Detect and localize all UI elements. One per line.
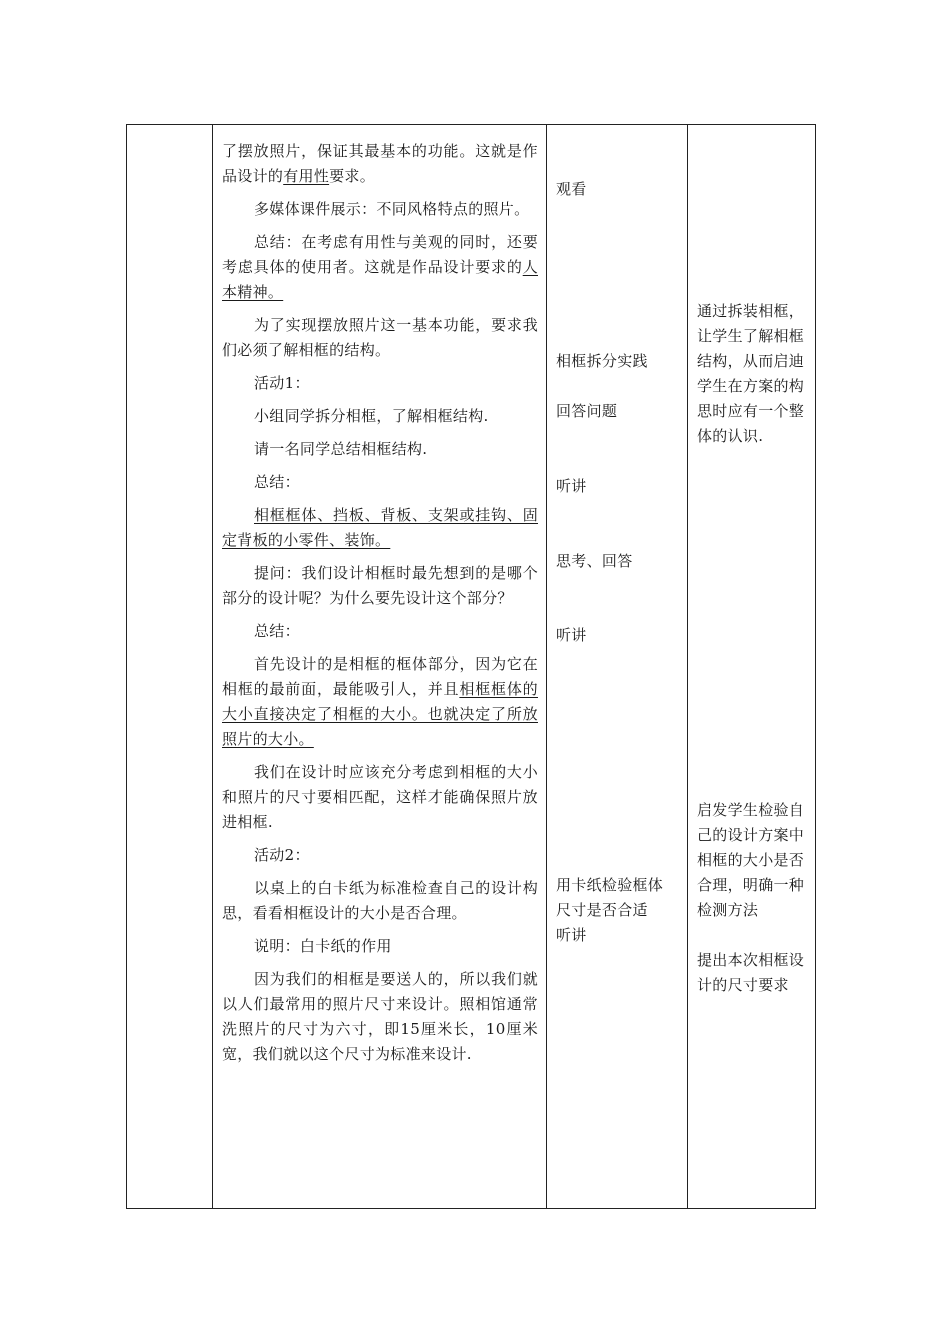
paragraph: 首先设计的是相框的框体部分，因为它在相框的最前面，最能吸引人，并且相框框体的大小直接决定了相框的大小。也就决定了所放照片的大小。 [222,655,538,748]
paragraph: 为了实现摆放照片这一基本功能，要求我们必须了解相框的结构。 [222,316,538,359]
paragraph: 说明：白卡纸的作用 [254,937,392,955]
paragraph: 多媒体课件展示：不同风格特点的照片。 [254,200,530,218]
student-note-disassemble: 相框拆分实践 [556,352,648,370]
student-note-answer: 回答问题 [556,402,618,420]
paragraph: 活动1： [254,374,310,392]
paragraph: 请一名同学总结相框结构. [254,440,428,458]
student-note-think: 思考、回答 [556,552,633,570]
student-note-listen: 听讲 [556,626,587,644]
paragraph: 了摆放照片，保证其最基本的功能。这就是作品设计的有用性要求。 [222,142,538,185]
intent-note: 提出本次相框设计的尺寸要求 [697,951,805,994]
paragraph: 小组同学拆分相框，了解相框结构. [254,407,489,425]
paragraph: 总结：在考虑有用性与美观的同时，还要考虑具体的使用者。这就是作品设计要求的人本精神。 [222,233,538,301]
paragraph: 提问：我们设计相框时最先想到的是哪个部分的设计呢？为什么要先设计这个部分？ [222,564,538,607]
student-note-watch: 观看 [556,180,587,198]
design-intent-cell [687,125,816,1208]
paragraph: 活动2： [254,846,310,864]
lesson-table [126,124,816,1209]
paragraph: 相框框体、挡板、背板、支架或挂钩、固定背板的小零件、装饰。 [222,506,538,549]
intent-note: 启发学生检验自己的设计方案中相框的大小是否合理，明确一种检测方法 [697,801,805,919]
student-note-listen: 听讲 [556,477,587,495]
paragraph: 我们在设计时应该充分考虑到相框的大小和照片的尺寸要相匹配，这样才能确保照片放进相框. [222,763,538,831]
teacher-activity-cell [212,125,546,1208]
student-note-listen: 听讲 [556,926,587,944]
student-activity-cell [546,125,687,1208]
intent-note: 通过拆装相框，让学生了解相框结构，从而启迪学生在方案的构思时应有一个整体的认识. [697,302,805,445]
paragraph: 总结： [254,622,300,640]
paragraph: 因为我们的相框是要送人的，所以我们就以人们最常用的照片尺寸来设计。照相馆通常洗照片的尺寸为六寸，即15厘米长，10厘米宽，我们就以这个尺寸为标准来设计. [222,970,538,1063]
paragraph: 总结： [254,473,300,491]
paragraph: 以桌上的白卡纸为标准检查自己的设计构思，看看相框设计的大小是否合理。 [222,879,538,922]
student-note-check: 用卡纸检验框体尺寸是否合适 [556,876,664,919]
